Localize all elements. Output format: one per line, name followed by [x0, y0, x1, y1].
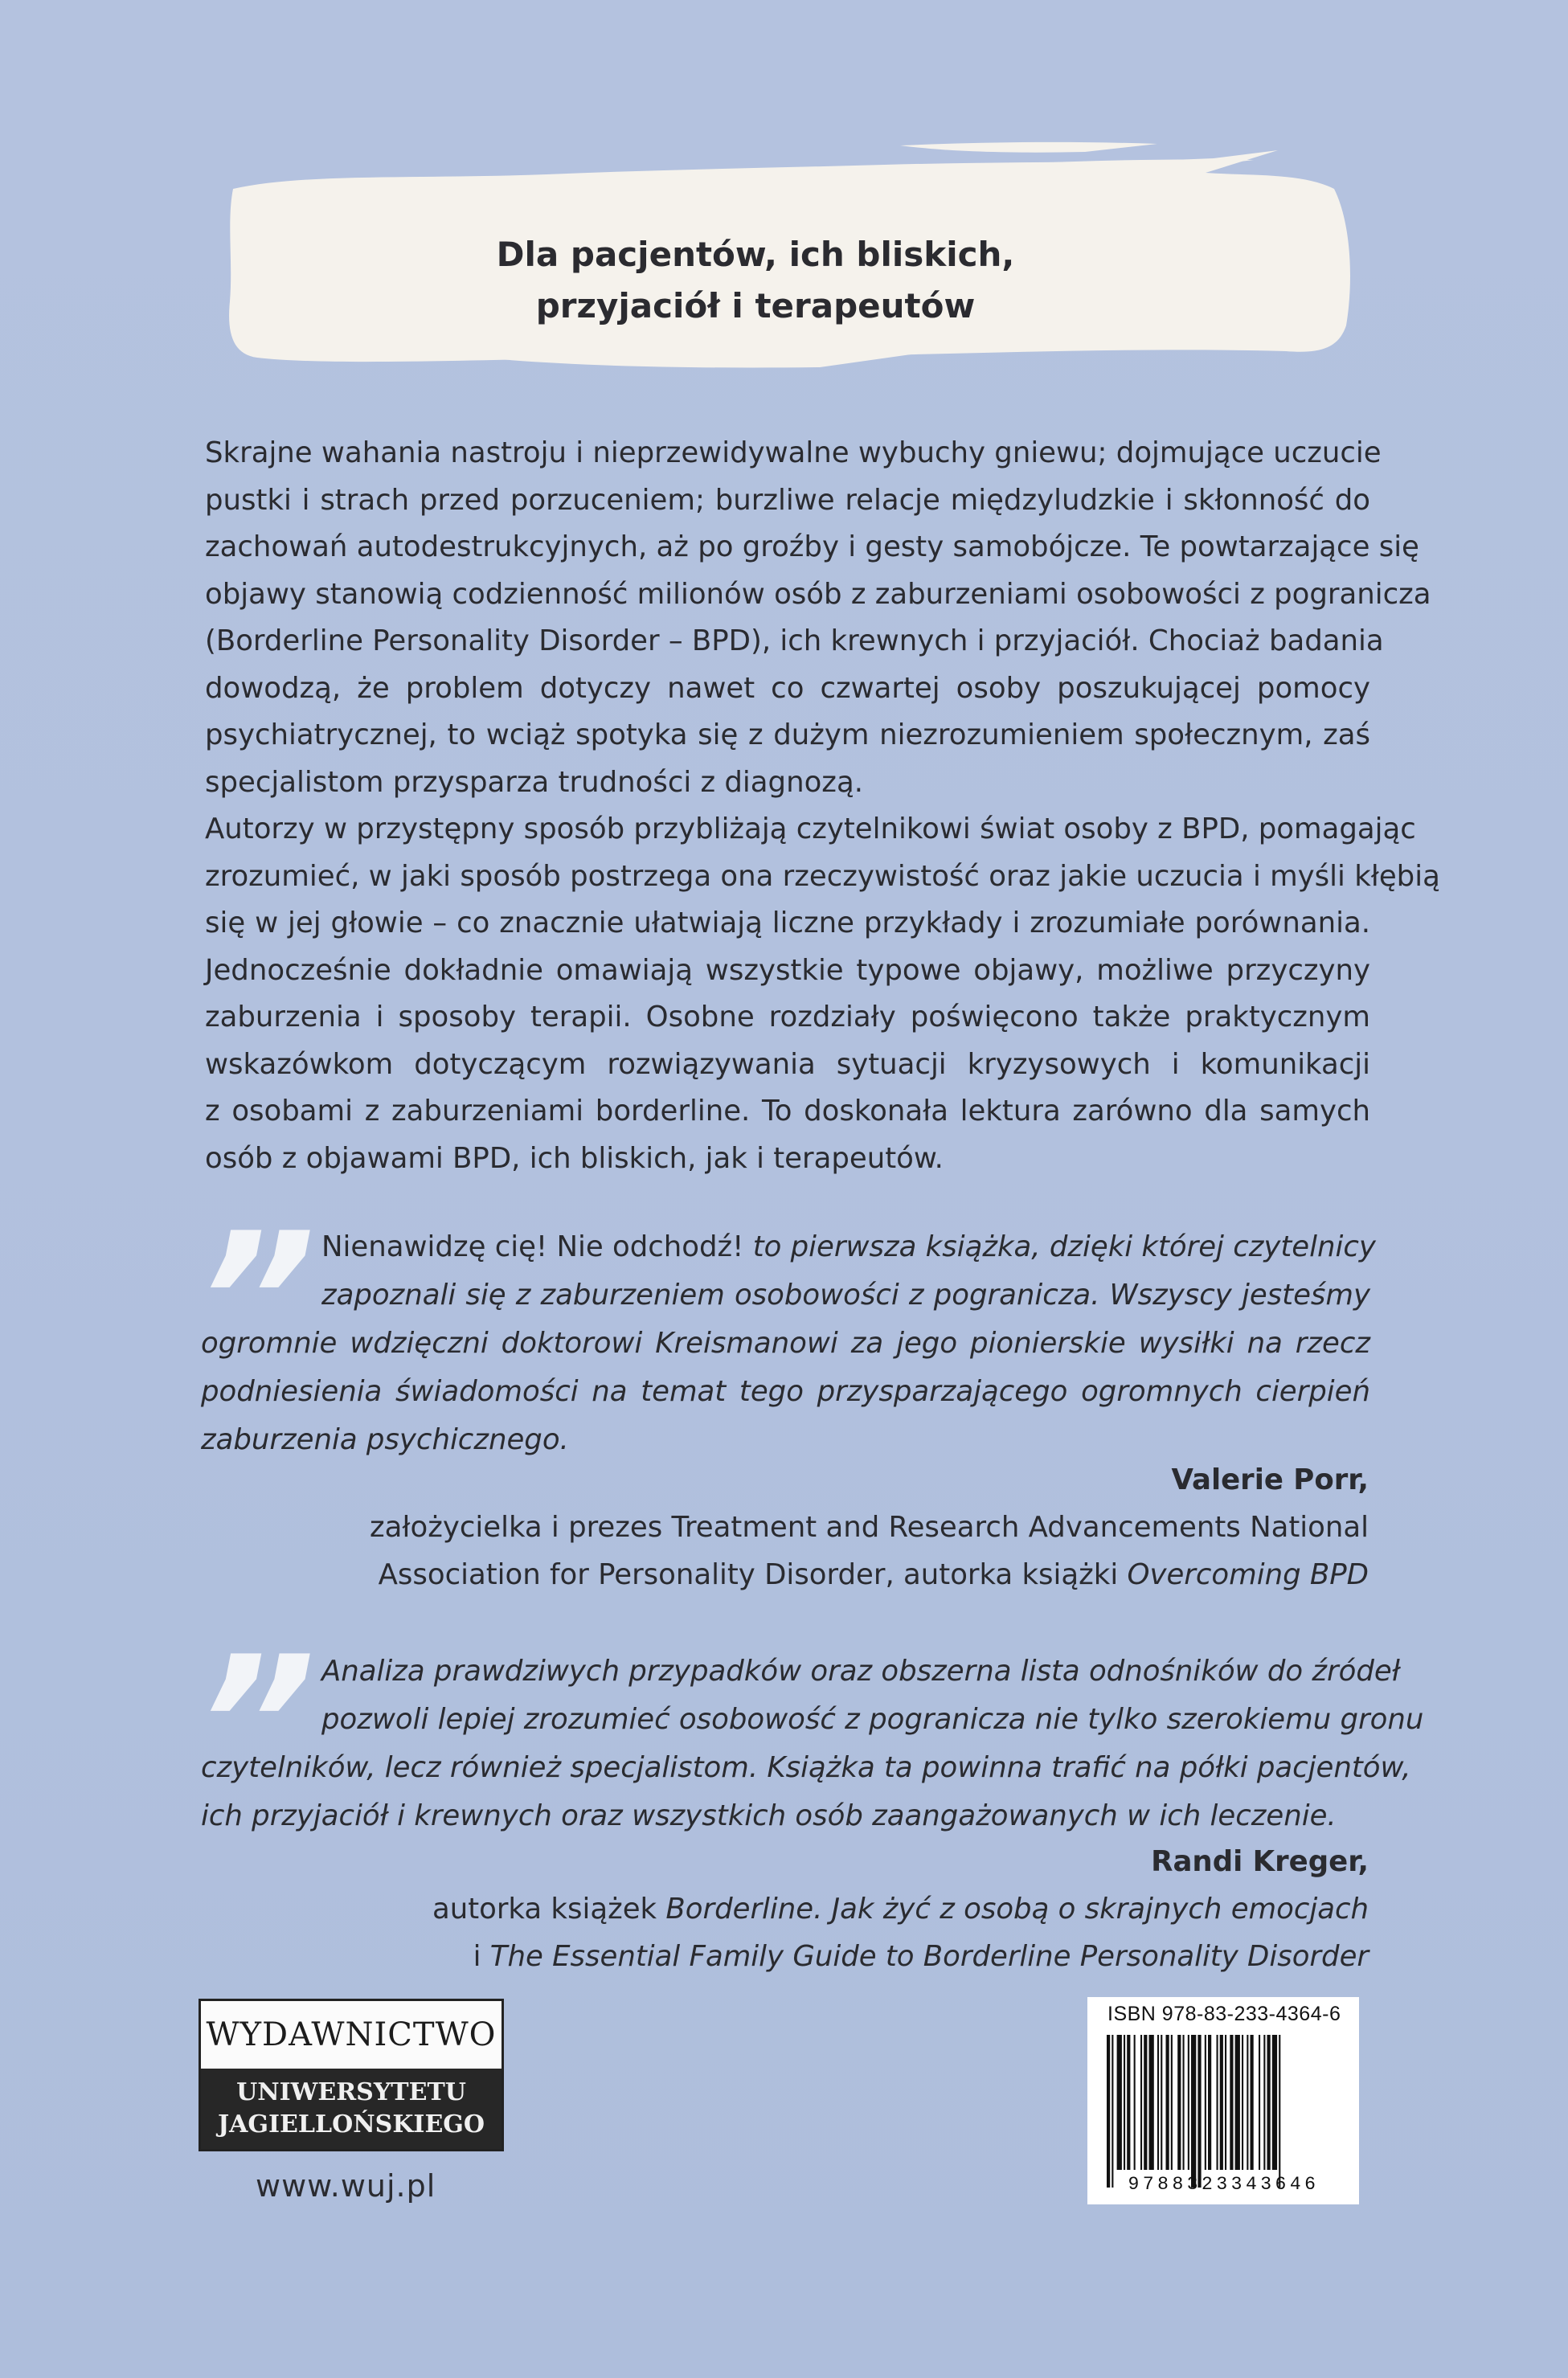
description-line: się w jej głowie – co znacznie ułatwiają liczne przykłady i zrozumiałe porównania.	[205, 907, 1370, 939]
author-affiliation	[432, 1933, 1369, 1980]
description-line: dowodzą, że problem dotyczy nawet co czwartej osoby poszukującej pomocy	[205, 671, 1370, 705]
barcode-bar	[1127, 2035, 1130, 2170]
description-line: zrozumieć, w jaki sposób postrzega ona rzeczywistość oraz jakie uczucia i myśli kłębią	[205, 859, 1440, 893]
description-line: osób z objawami BPD, ich bliskich, jak i terapeutów.	[205, 1141, 944, 1175]
quotation-mark-icon: ”	[197, 1618, 317, 1832]
author-name: Randi Kreger,	[1151, 1845, 1369, 1878]
headline-line-1: Dla pacjentów, ich bliskich,	[496, 235, 1015, 274]
barcode-bar	[1242, 2035, 1243, 2170]
barcode-bar	[1157, 2035, 1159, 2170]
quote-line: pozwoli lepiej zrozumieć osobowość z pogranicza nie tylko szerokiemu gronu	[321, 1703, 1424, 1736]
description-line: zachowań autodestrukcyjnych, aż po groźby i gesty samobójcze. Te powtarzające się	[205, 530, 1419, 563]
barcode-bar	[1235, 2035, 1240, 2170]
quote-porr-attribution	[370, 1456, 1369, 1598]
quote-text: to pierwsza książka, dzięki której czytelnicy	[752, 1230, 1376, 1263]
barcode-bar	[1117, 2035, 1122, 2170]
headline	[450, 229, 1061, 332]
quote-line: czytelników, lecz również specjalistom. Książka ta powinna trafić na półki pacjentów,	[201, 1751, 1411, 1784]
author-affiliation: założycielka i prezes Treatment and Research Advancements National	[370, 1511, 1369, 1544]
publisher-logo	[199, 1999, 504, 2151]
barcode-bar	[1197, 2035, 1201, 2188]
publisher-logo-top: WYDAWNICTWO	[206, 2016, 497, 2053]
barcode-bar	[1134, 2035, 1136, 2170]
quote-kreger	[201, 1647, 1424, 1840]
quote-line: zaburzenia psychicznego.	[201, 1423, 569, 1456]
description-line: specjalistom przysparza trudności z diagnozą.	[205, 765, 863, 799]
barcode-bar	[1267, 2035, 1271, 2170]
barcode-bar	[1220, 2035, 1223, 2170]
author-affiliation-text: i	[473, 1940, 481, 1973]
barcode-bar	[1208, 2035, 1211, 2170]
author-affiliation-text: autorka książek	[432, 1893, 657, 1926]
barcode-bar	[1263, 2035, 1265, 2170]
quote-line: ich przyjaciół i krewnych oraz wszystkich osób zaangażowanych w ich leczenie.	[201, 1799, 1337, 1832]
barcode-bar	[1166, 2035, 1169, 2170]
publisher-logo-line: JAGIELLOŃSKIEGO	[217, 2110, 485, 2139]
barcode-bar	[1124, 2035, 1125, 2170]
publisher-url: www.wuj.pl	[256, 2168, 436, 2204]
book-title: The Essential Family Guide to Borderline Personality Disorder	[489, 1940, 1369, 1973]
barcode-bar	[1149, 2035, 1154, 2170]
headline-line-2: przyjaciół i terapeutów	[535, 286, 976, 325]
description-line: objawy stanowią codzienność milionów osób z zaburzeniami osobowości z pogranicza	[205, 577, 1431, 611]
description-line: Autorzy w przystępny sposób przybliżają czytelnikowi świat osoby z BPD, pomagając	[205, 812, 1416, 845]
description-line: wskazówkom dotyczącym rozwiązywania sytuacji kryzysowych i komunikacji	[205, 1047, 1370, 1081]
description-line: z osobami z zaburzeniami borderline. To doskonała lektura zarówno dla samych	[205, 1095, 1370, 1128]
description-line: Jednocześnie dokładnie omawiają wszystkie typowe objawy, możliwe przyczyny	[205, 953, 1370, 987]
quote-line	[201, 1223, 1376, 1271]
barcode-bar	[1171, 2035, 1173, 2170]
barcode-digits: 9788323343646	[1128, 2174, 1320, 2195]
barcode-bar	[1161, 2035, 1162, 2170]
barcode-icon	[1103, 2035, 1345, 2196]
author-affiliation-text: Association for Personality Disorder, autorka książki	[378, 1558, 1119, 1591]
description-line: (Borderline Personality Disorder – BPD), ich krewnych i przyjaciół. Chociaż badania	[205, 624, 1384, 657]
quotation-mark-icon: ”	[197, 1194, 317, 1409]
publisher-logo-line: UNIWERSYTETU	[236, 2078, 466, 2106]
book-title: Overcoming BPD	[1127, 1558, 1369, 1591]
barcode-bar	[1259, 2035, 1260, 2170]
quoted-title: Nienawidzę cię! Nie odchodź!	[321, 1230, 744, 1263]
barcode-bar	[1205, 2035, 1206, 2170]
barcode-bar	[1230, 2035, 1233, 2170]
quote-porr	[201, 1223, 1376, 1464]
barcode-bar	[1251, 2035, 1254, 2170]
quote-line: ogromnie wdzięczni doktorowi Kreismanowi za jego pionierskie wysiłki na rzecz	[201, 1327, 1370, 1360]
quote-line: podniesienia świadomości na temat tego przysparzającego ogromnych cierpień	[201, 1375, 1370, 1408]
barcode-bar	[1191, 2035, 1196, 2188]
book-title: Borderline. Jak żyć z osobą o skrajnych emocjach	[665, 1893, 1369, 1926]
barcode-bar	[1140, 2035, 1142, 2170]
author-affiliation	[432, 1885, 1369, 1933]
barcode-bar	[1112, 2035, 1113, 2188]
barcode-bar	[1279, 2035, 1280, 2188]
barcode-bar	[1188, 2035, 1189, 2170]
author-name: Valerie Porr,	[1171, 1463, 1369, 1496]
barcode-bar	[1177, 2035, 1181, 2170]
quote-kreger-attribution	[432, 1838, 1369, 1980]
barcode-bar	[1217, 2035, 1218, 2170]
quote-line: zapoznali się z zaburzeniem osobowości z pogranicza. Wszyscy jesteśmy	[321, 1279, 1370, 1312]
barcode-bar	[1247, 2035, 1248, 2170]
description-line: zaburzenia i sposoby terapii. Osobne rozdziały poświęcono także praktycznym	[205, 1001, 1370, 1033]
isbn-text: ISBN 978-83-233-4364-6	[1107, 2003, 1341, 2025]
description-line: Skrajne wahania nastroju i nieprzewidywalne wybuchy gniewu; dojmujące uczucie	[205, 436, 1382, 469]
barcode-bar	[1183, 2035, 1185, 2170]
description-line: pustki i strach przed porzuceniem; burzliwe relacje międzyludzkie i skłonność do	[205, 483, 1370, 517]
publisher-logo-bottom	[201, 2069, 502, 2149]
barcode-bar	[1272, 2035, 1277, 2170]
description	[205, 430, 1440, 1182]
author-affiliation	[370, 1551, 1369, 1598]
description-line: psychiatrycznej, to wciąż spotyka się z dużym niezrozumieniem społecznym, zaś	[205, 718, 1370, 751]
barcode-bar	[1107, 2035, 1110, 2188]
barcode-bar	[1225, 2035, 1226, 2170]
barcode-bar	[1144, 2035, 1147, 2170]
quote-line: Analiza prawdziwych przypadków oraz obszerna lista odnośników do źródeł	[321, 1655, 1400, 1688]
